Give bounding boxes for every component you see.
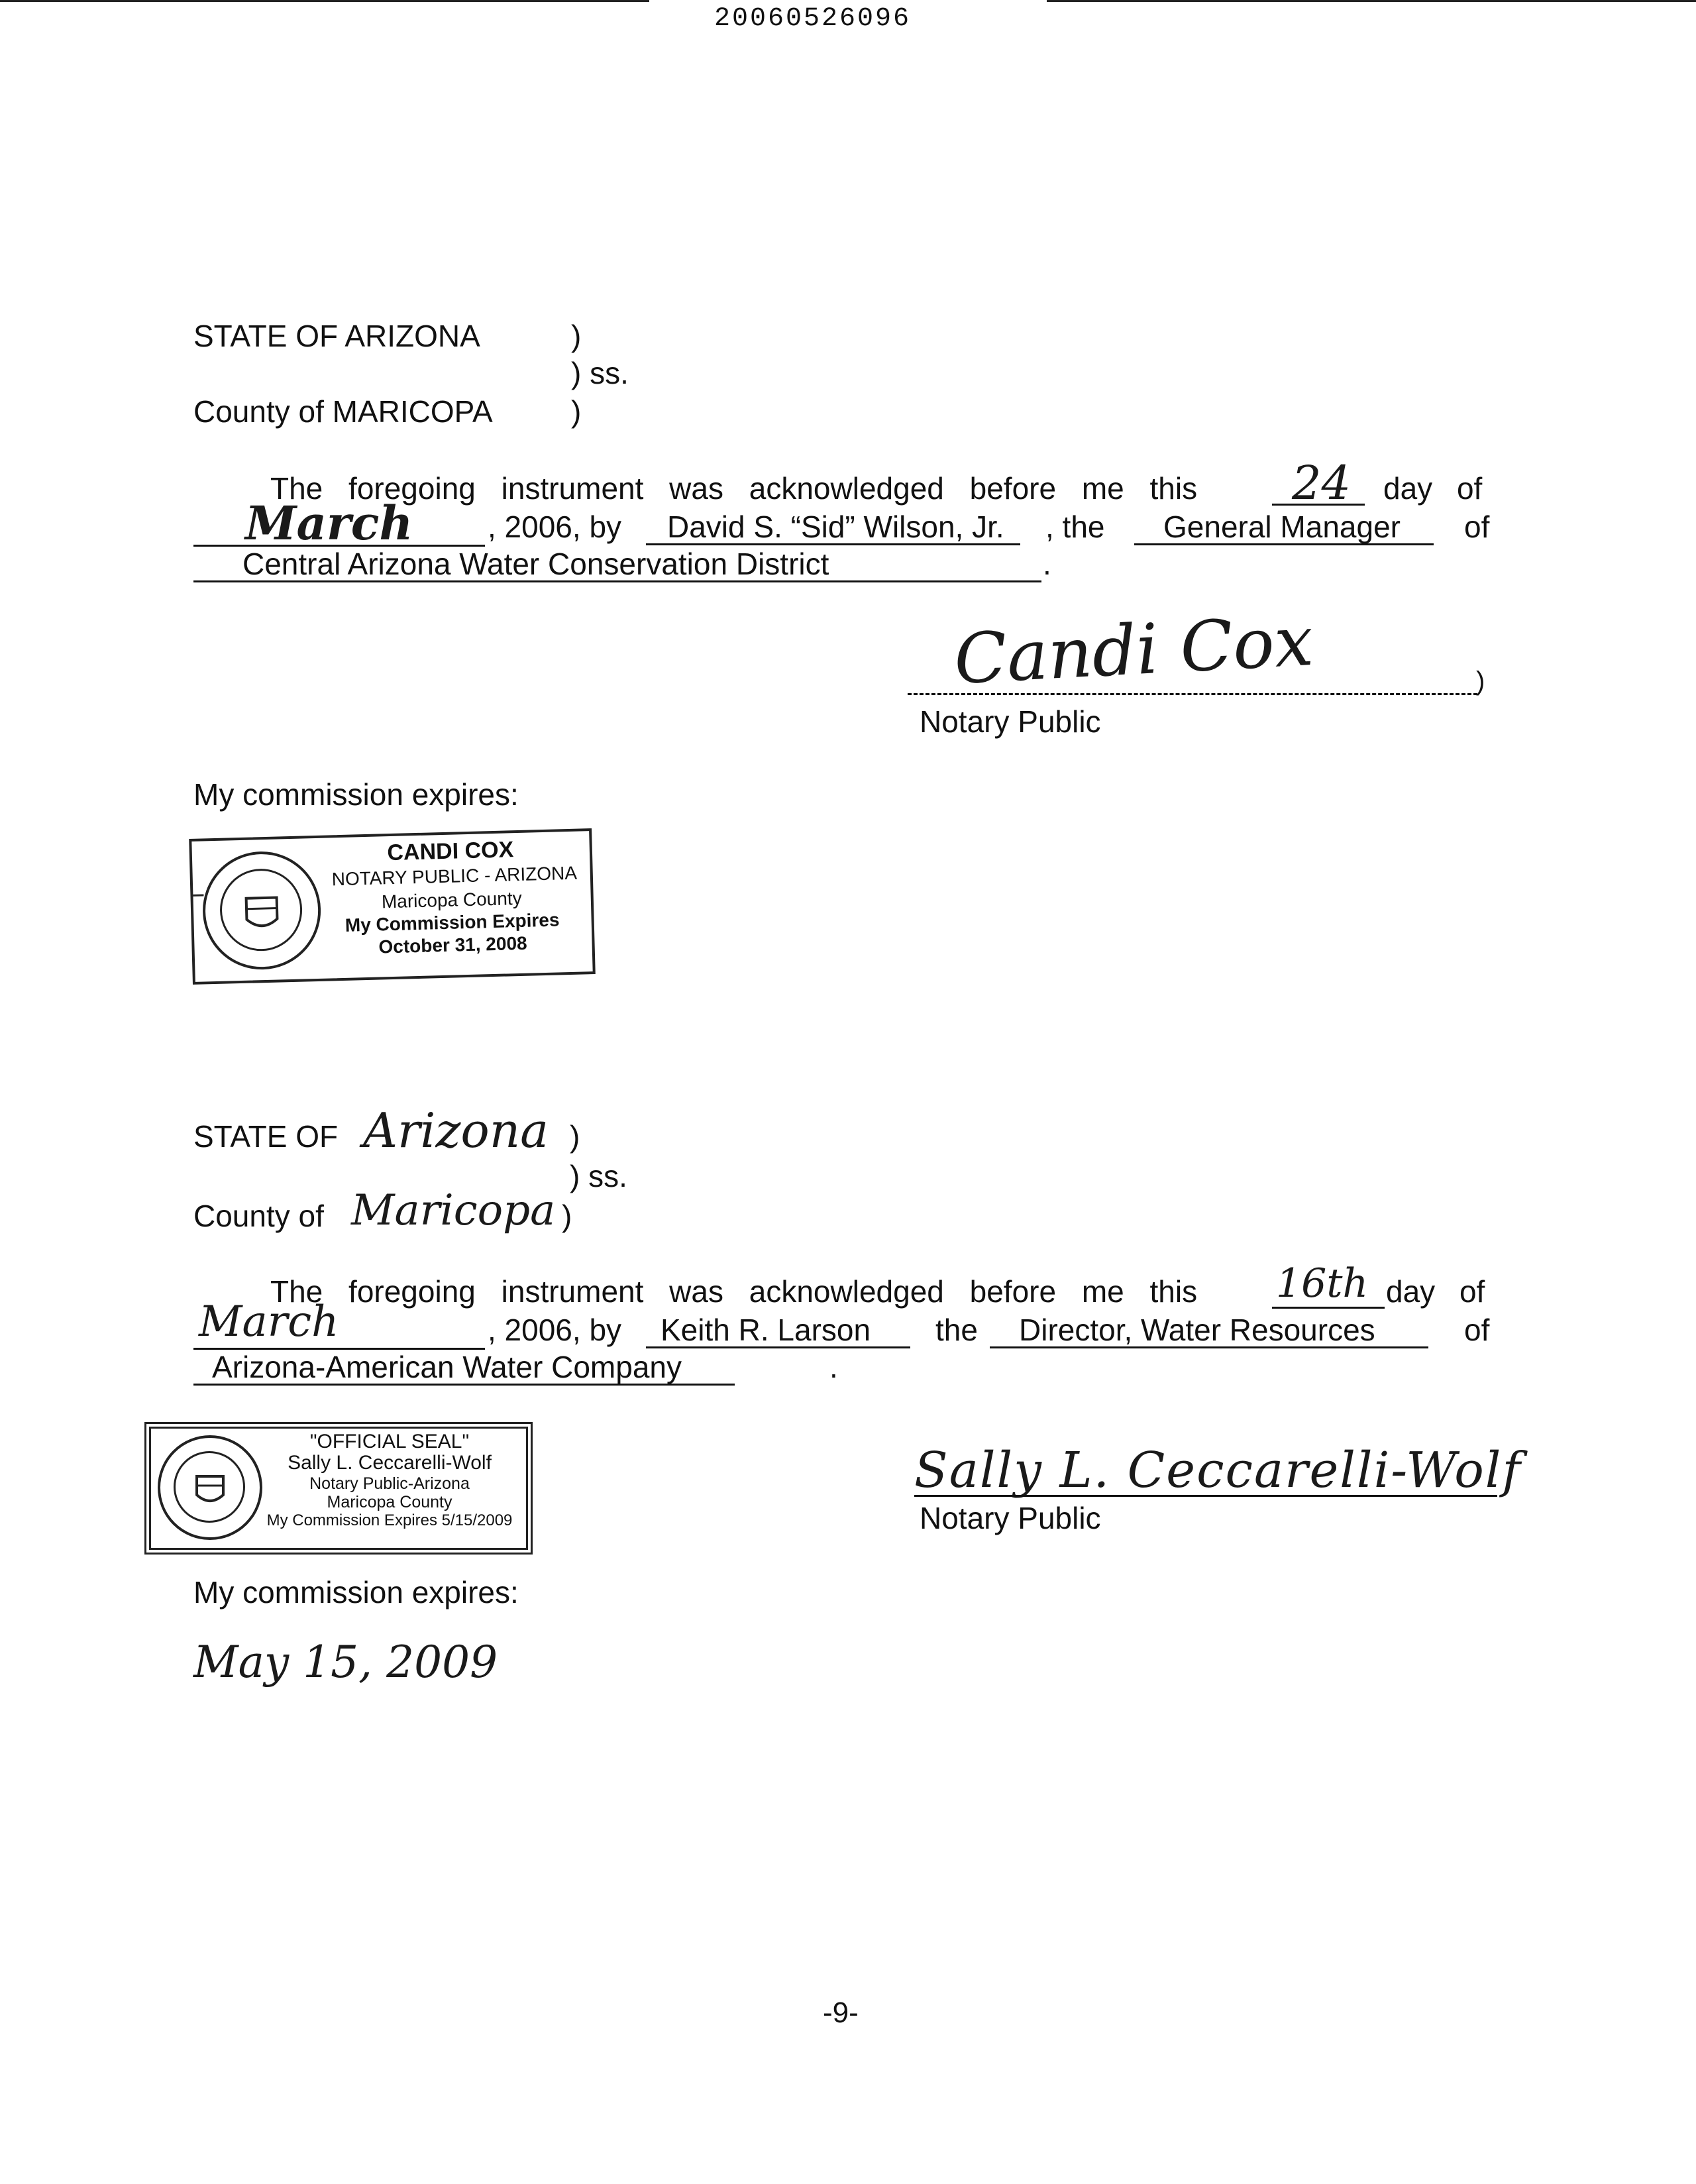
ss-label: ) ss. — [571, 356, 629, 390]
seal-line4: Maricopa County — [327, 1493, 452, 1511]
of-label-2: of — [1464, 1313, 1490, 1347]
org-period-2: . — [829, 1350, 838, 1384]
state-line: STATE OF ARIZONA — [193, 319, 480, 353]
organization-underline — [193, 580, 1041, 582]
county-paren: ) — [571, 394, 582, 429]
seal-line1: "OFFICIAL SEAL" — [309, 1431, 470, 1452]
organization-2: Arizona-American Water Company — [193, 1352, 735, 1386]
ack-intro: The foregoing instrument was acknowledged before me this — [270, 471, 1198, 506]
month-value-2: March — [199, 1297, 339, 1346]
state-paren-2: ) — [570, 1119, 580, 1154]
day-value-2: 16th — [1276, 1260, 1369, 1307]
seal-line5: My Commission Expires 5/15/2009 — [266, 1511, 513, 1529]
top-border-left — [0, 0, 649, 2]
county-line: County of MARICOPA — [193, 394, 493, 429]
ss-label-2: ) ss. — [570, 1159, 627, 1193]
day-of: day of — [1383, 471, 1483, 506]
org-period: . — [1043, 547, 1051, 581]
stamp-name: CANDI COX — [386, 837, 514, 866]
top-border-right — [1047, 0, 1696, 2]
day-underline — [1272, 504, 1365, 506]
title-value: General Manager — [1134, 512, 1434, 545]
signature-paren: ) — [1476, 667, 1485, 696]
arizona-seal-icon-2 — [158, 1435, 262, 1540]
seal-dash-left — [193, 894, 203, 896]
day-value: 24 — [1292, 456, 1352, 510]
the-label: , the — [1045, 510, 1105, 544]
seal-shield-icon-2 — [160, 1438, 260, 1537]
document-number: 20060526096 — [714, 4, 912, 34]
year-by-2: , 2006, by — [488, 1313, 622, 1347]
arizona-seal-icon — [201, 850, 323, 971]
seal-shield-icon — [204, 853, 319, 968]
signature-line — [908, 693, 1477, 695]
notary-stamp-candi-cox — [189, 828, 596, 985]
person-name: David S. “Sid” Wilson, Jr. — [646, 512, 1020, 545]
page-number: -9- — [823, 1996, 859, 2029]
year-by: , 2006, by — [488, 510, 622, 544]
seal-line2: Sally L. Ceccarelli-Wolf — [288, 1452, 492, 1474]
signature-line-2 — [914, 1495, 1497, 1497]
notary-signature-2: Sally L. Ceccarelli-Wolf — [914, 1442, 1522, 1499]
notary-public-label-2: Notary Public — [920, 1501, 1101, 1535]
official-seal-stamp — [144, 1422, 533, 1555]
organization: Central Arizona Water Conservation District — [242, 547, 829, 581]
of-label: of — [1464, 510, 1490, 544]
state-prefix-2: STATE OF — [193, 1119, 339, 1154]
day-of-2: day of — [1386, 1274, 1485, 1309]
title-value-2: Director, Water Resources — [990, 1315, 1428, 1348]
notary-signature: Candi Cox — [952, 600, 1316, 700]
county-value-2: Maricopa — [351, 1186, 556, 1235]
ack-intro-2: The foregoing instrument was acknowledged before me this — [270, 1274, 1198, 1309]
stamp-line5: October 31, 2008 — [378, 932, 527, 957]
commission-label: My commission expires: — [193, 777, 519, 812]
commission-value-2: May 15, 2009 — [193, 1637, 498, 1688]
county-prefix-2: County of — [193, 1199, 324, 1233]
stamp-line3: Maricopa County — [381, 887, 522, 912]
person-name-2: Keith R. Larson — [646, 1315, 910, 1348]
state-value-2: Arizona — [363, 1103, 549, 1158]
county-paren-2: ) — [562, 1199, 572, 1233]
day-underline-2 — [1272, 1307, 1385, 1309]
state-paren: ) — [571, 319, 582, 353]
month-value: March — [245, 496, 413, 551]
commission-label-2: My commission expires: — [193, 1575, 519, 1610]
the-label-2: the — [935, 1313, 978, 1347]
stamp-line4: My Commission Expires — [344, 909, 560, 936]
seal-line3: Notary Public-Arizona — [309, 1474, 470, 1493]
notary-public-label: Notary Public — [920, 704, 1101, 739]
stamp-line2: NOTARY PUBLIC - ARIZONA — [331, 862, 578, 890]
